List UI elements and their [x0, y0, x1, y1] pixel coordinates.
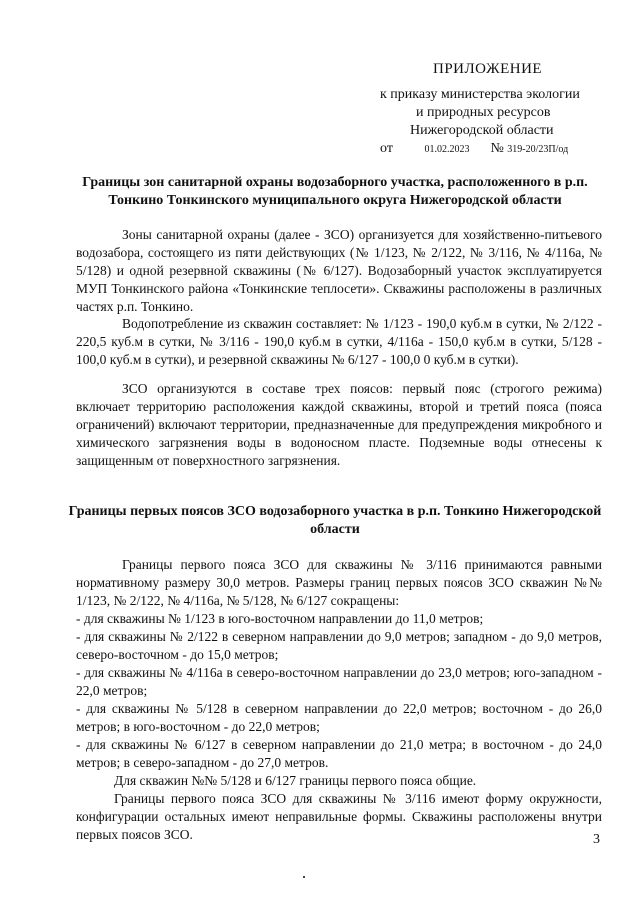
- page-number: 3: [593, 832, 600, 847]
- paragraph-5: Для скважин №№ 5/128 и 6/127 границы первого пояса общие.: [114, 773, 477, 788]
- order-date: 01.02.2023: [424, 144, 470, 155]
- list-item: - для скважины № 1/123 в юго-восточном направлении до 11,0 метров;: [76, 611, 484, 626]
- section-heading-2: Границы первых поясов ЗСО водозаборного участка в р.п. Тонкино Нижегородской области: [68, 504, 602, 537]
- order-number: 319-20/23П/од: [507, 144, 569, 155]
- appendix-title: ПРИЛОЖЕНИЕ: [433, 61, 543, 77]
- appendix-line-3: Нижегородской области: [410, 123, 554, 138]
- section-2-body: [76, 556, 602, 844]
- appendix-line-1: к приказу министерства экологии: [380, 87, 580, 102]
- order-date-line: [380, 140, 568, 159]
- paragraph-6: Границы первого пояса ЗСО для скважины № 3/116 имеют форму окружности, конфигурации остальных имеют неправильные формы. Скважины расположены внутри первых поясов ЗСО.: [76, 791, 602, 842]
- paragraph-4: Границы первого пояса ЗСО для скважины № 3/116 принимаются равными нормативному размеру 30,0 метров. Размеры границ первых поясов ЗСО скважин №№ 1/123, № 2/122, № 4/116а, № 5/128, № 6/127 сокращены:: [76, 557, 602, 608]
- number-label: №: [490, 141, 504, 156]
- paragraph-1: Зоны санитарной охраны (далее - ЗСО) организуется для хозяйственно-питьевого водозабора, состоящего из пяти действующих (№ 1/123, № 2/122, № 3/116, № 4/116а, № 5/128) и одной резервной скважины (№ 6/127). Водозаборный участок эксплуатируется МУП Тонкинского района «Тонкинские теплосети». Скважины расположены в различных частях р.п. Тонкино.: [76, 227, 602, 314]
- section-heading-1: Границы зон санитарной охраны водозаборного участка, расположенного в р.п. Тонкино Тонкинского муниципального округа Нижегородской области: [82, 175, 588, 208]
- from-label: от: [380, 141, 393, 156]
- paragraph-3: ЗСО организуются в составе трех поясов: первый пояс (строгого режима) включает территорию расположения каждой скважины, второй и третий пояса (пояса ограничений) включают территории, предназначенные для предупреждения микробного и химического загрязнения воды в водоносном пласте. Подземные воды отнесены к защищенным от поверхностного загрязнения.: [76, 381, 602, 468]
- list-item: - для скважины № 5/128 в северном направлении до 22,0 метров; восточном - до 26,0 метров; в юго-восточном - до 22,0 метров;: [76, 701, 602, 734]
- list-item: - для скважины № 6/127 в северном направлении до 21,0 метра; в восточном - до 24,0 метров; в северо-западном - до 27,0 метров.: [76, 737, 602, 770]
- paragraph-2: Водопотребление из скважин составляет: № 1/123 - 190,0 куб.м в сутки, № 2/122 - 220,5 куб.м в сутки, № 3/116 - 190,0 куб.м в сутки, 4/116а - 150,0 куб.м в сутки, 5/128 - 100,0 куб.м в сутки), и резервной скважины № 6/127 - 100,0 0 куб.м в сутки).: [76, 316, 602, 367]
- list-item: - для скважины № 2/122 в северном направлении до 9,0 метров; западном - до 9,0 метров, северо-восточном - до 15,0 метров;: [76, 629, 602, 662]
- appendix-line-2: и природных ресурсов: [416, 105, 551, 120]
- scan-speck: [303, 876, 305, 878]
- list-item: - для скважины № 4/116а в северо-восточном направлении до 23,0 метров; юго-западном - 22,0 метров;: [76, 665, 602, 698]
